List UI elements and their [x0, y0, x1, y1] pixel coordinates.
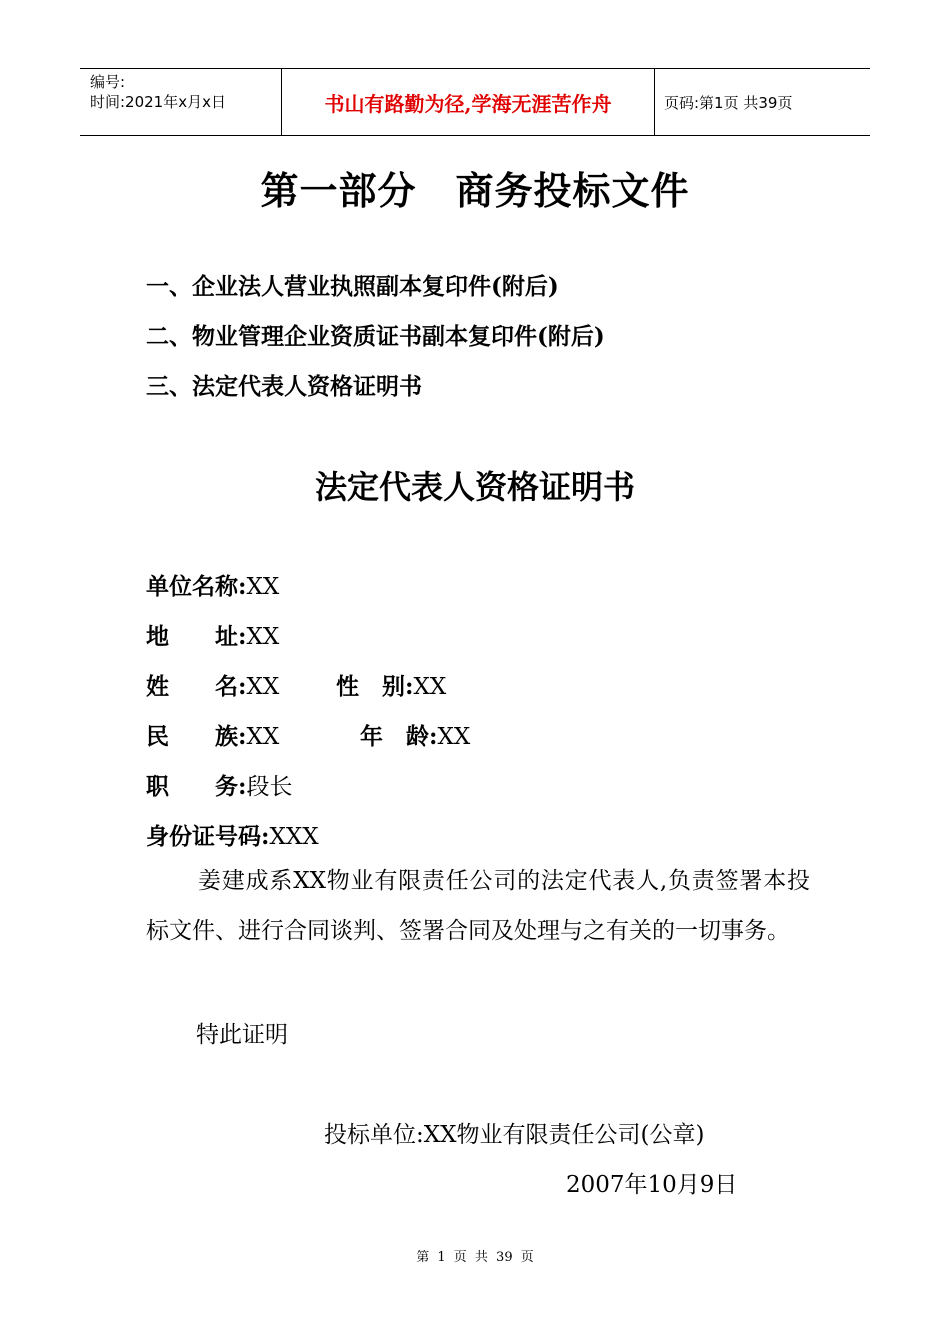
time-label: 时间:2021年x月x日	[90, 93, 226, 111]
list-item-3: 三、法定代表人资格证明书	[146, 373, 422, 400]
ethnicity-value: XX	[246, 724, 280, 750]
position-value: 段长	[246, 774, 293, 800]
hereby-certify: 特此证明	[196, 1022, 288, 1048]
certificate-title: 法定代表人资格证明书	[314, 468, 635, 506]
name-label: 姓 名:	[146, 673, 247, 700]
statement-paragraph: 姜建成系XX物业有限责任公司的法定代表人,负责签署本投标文件、进行合同谈判、签署合同及处理与之有关的一切事务。	[146, 868, 810, 944]
ethnicity-row	[146, 718, 279, 751]
gender-value: XX	[413, 674, 447, 700]
unit-name-label: 单位名称:	[146, 573, 247, 600]
position-row	[146, 768, 293, 801]
name-value: XX	[246, 674, 280, 700]
gender-row	[336, 668, 446, 701]
address-label: 地 址:	[146, 623, 247, 650]
id-number-label: 身份证号码:	[146, 823, 270, 850]
number-label: 编号:	[90, 73, 126, 91]
header-motto: 书山有路勤为径,学海无涯苦作舟	[281, 69, 655, 135]
document-header	[80, 68, 870, 136]
position-label: 职 务:	[146, 773, 247, 800]
name-row	[146, 668, 279, 701]
page-title: 第一部分 商务投标文件	[260, 168, 690, 213]
unit-name-row	[146, 568, 279, 601]
header-page-info: 页码:第1页 共39页	[664, 93, 793, 112]
id-number-value: XXX	[269, 824, 319, 850]
unit-name-value: XX	[246, 574, 280, 600]
age-label: 年 龄:	[360, 723, 438, 750]
bidder-signature: 投标单位:XX物业有限责任公司(公章)	[324, 1122, 705, 1148]
header-meta	[80, 69, 281, 135]
signature-date: 2007年10月9日	[566, 1172, 738, 1198]
id-number-row	[146, 818, 319, 851]
ethnicity-label: 民 族:	[146, 723, 247, 750]
page-footer: 第 1 页 共 39 页	[416, 1250, 534, 1265]
gender-label: 性 别:	[336, 673, 414, 700]
address-value: XX	[246, 624, 280, 650]
age-row	[360, 718, 470, 751]
list-item-1: 一、企业法人营业执照副本复印件(附后)	[146, 273, 559, 300]
age-value: XX	[437, 724, 471, 750]
list-item-2: 二、物业管理企业资质证书副本复印件(附后)	[146, 323, 605, 350]
address-row	[146, 618, 279, 651]
